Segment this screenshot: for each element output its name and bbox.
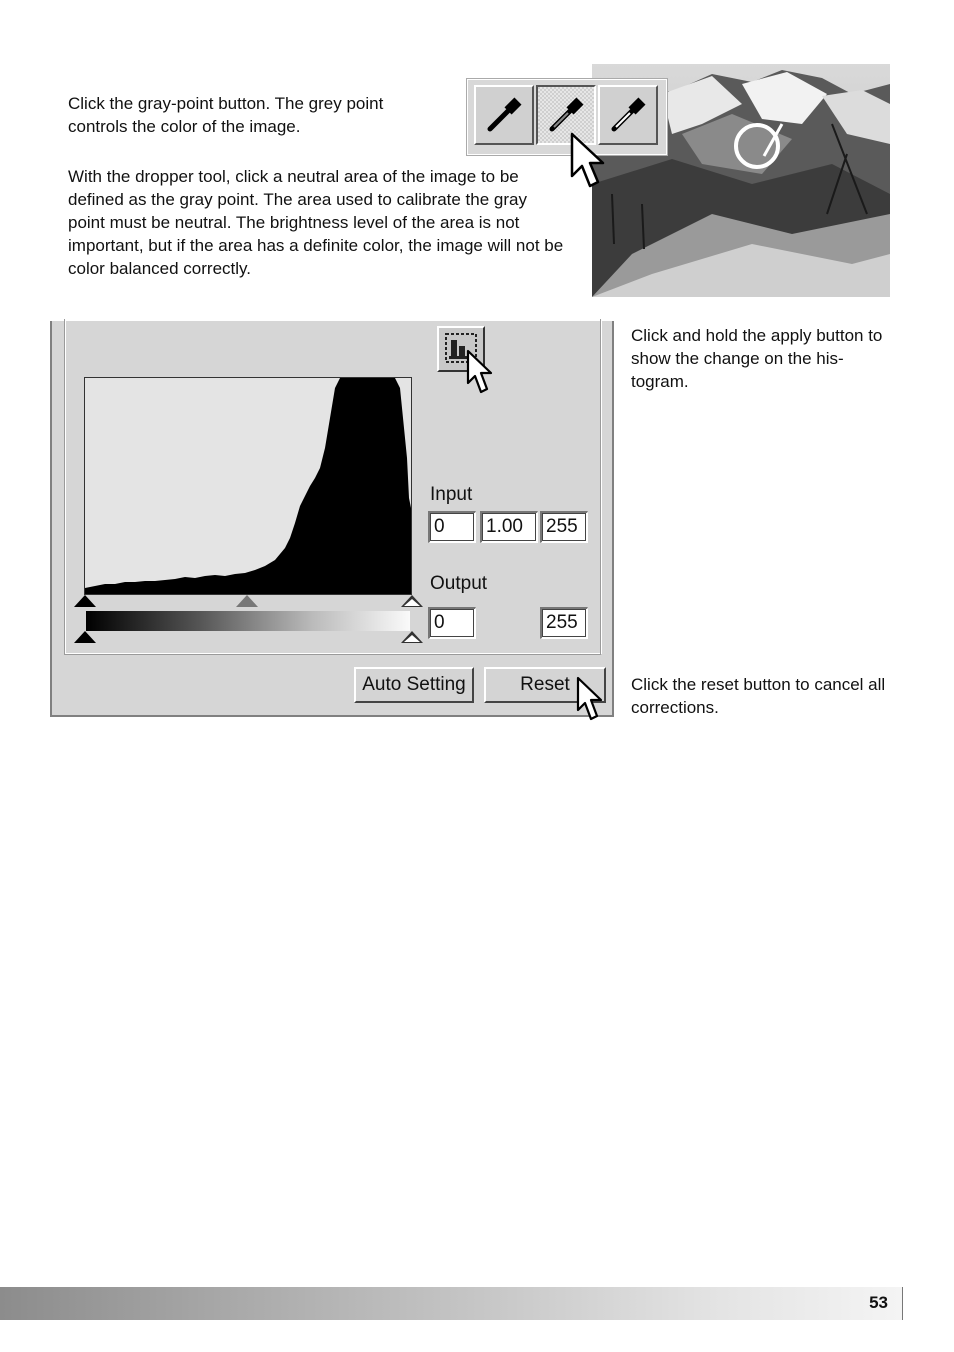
gray-point-instruction: Click the gray-point button. The grey point controls the color of the image.	[68, 94, 384, 136]
output-white-slider-fill	[404, 635, 420, 642]
dropper-black-icon	[484, 95, 524, 135]
histogram-fill	[85, 378, 411, 594]
input-black-field[interactable]: 0	[428, 511, 476, 543]
output-white-field[interactable]: 255	[540, 607, 588, 639]
output-black-field[interactable]: 0	[428, 607, 476, 639]
output-label: Output	[430, 573, 488, 594]
apply-instruction: Click and hold the apply button to show the change on the his-togram.	[631, 326, 883, 391]
output-black-slider[interactable]	[74, 631, 96, 643]
dropper-gray-icon	[546, 95, 586, 135]
page-number: 53	[869, 1293, 888, 1312]
dropper-instruction: With the dropper tool, click a neutral area of the image to be defined as the gray point. The area used to calibrate the gray point must be neutral. The brightness level of the area is not important, but if the area has a definite color, the image will not be color balanced correctly.	[68, 167, 564, 278]
dropper-white-icon	[608, 95, 648, 135]
auto-setting-button[interactable]: Auto Setting	[354, 667, 474, 703]
mouse-pointer-icon	[466, 349, 494, 395]
input-white-slider-fill	[404, 599, 420, 606]
input-white-field[interactable]: 255	[540, 511, 588, 543]
input-gamma-slider[interactable]	[236, 595, 258, 607]
input-black-slider[interactable]	[74, 595, 96, 607]
white-point-button[interactable]	[598, 85, 658, 145]
histogram-graph	[85, 378, 411, 594]
histogram-display	[84, 377, 412, 595]
mouse-pointer-icon	[576, 676, 604, 722]
reset-instruction: Click the reset button to cancel all corrections.	[631, 675, 886, 717]
output-gradient-bar	[86, 611, 410, 631]
reset-button[interactable]: Reset	[484, 667, 606, 703]
black-point-button[interactable]	[474, 85, 534, 145]
footer-bar	[0, 1287, 903, 1320]
mouse-pointer-icon	[570, 132, 606, 190]
dropper-toolbar	[467, 79, 667, 155]
input-label: Input	[430, 484, 473, 505]
levels-panel	[50, 321, 614, 717]
input-gamma-field[interactable]: 1.00	[480, 511, 538, 543]
